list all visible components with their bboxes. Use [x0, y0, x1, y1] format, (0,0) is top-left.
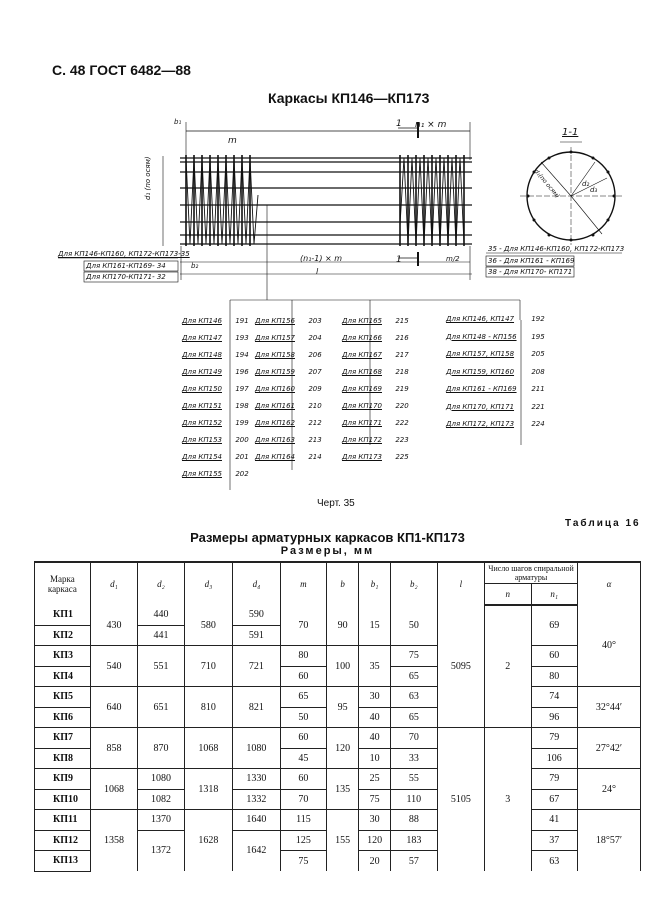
right-note-2: 36 - Для КП161 - КП169: [488, 257, 575, 265]
callout-label: Для КП172, КП173: [446, 420, 515, 428]
cell-n1: 79: [531, 769, 577, 790]
cell-b2: 33: [391, 748, 437, 769]
cell-alpha: 24°: [577, 769, 640, 810]
callout-value: 200: [235, 436, 249, 444]
cell-b2: 110: [391, 789, 437, 810]
cell-m: 65: [280, 687, 326, 708]
cell-n1: 37: [531, 830, 577, 851]
cell-d3: 710: [184, 646, 233, 687]
col-header-l: l: [437, 562, 484, 605]
cell-d4: 1332: [233, 789, 280, 810]
cell-alpha: 40°: [577, 605, 640, 687]
callout-value: 201: [235, 453, 249, 461]
table-title: Размеры арматурных каркасов КП1-КП173: [190, 530, 465, 545]
cell-b2: 50: [391, 605, 437, 646]
callout-label: Для КП155: [182, 470, 222, 478]
col-header-n: n: [485, 584, 531, 606]
callout-value: 203: [308, 317, 322, 325]
dim-d3: d₃: [590, 186, 598, 194]
cell-b2: 75: [391, 646, 437, 667]
cell-mark: КП11: [35, 810, 91, 831]
cell-d4: 1642: [233, 830, 280, 871]
cell-mark: КП5: [35, 687, 91, 708]
col-header-d3: d₃: [184, 562, 233, 605]
callout-label: Для КП147: [182, 334, 222, 342]
col-header-m: m: [280, 562, 326, 605]
callout-label: Для КП160: [255, 385, 295, 393]
cell-d3: 810: [184, 687, 233, 728]
cell-mark: КП1: [35, 605, 91, 625]
cell-d2: 441: [138, 625, 184, 646]
cell-b1: 15: [359, 605, 391, 646]
callout-value: 224: [531, 420, 545, 428]
callout-label: Для КП170: [342, 402, 382, 410]
cell-n: 2: [485, 605, 531, 728]
cell-d3: 580: [184, 605, 233, 646]
cell-b: 100: [327, 646, 359, 687]
callout-value: 193: [235, 334, 249, 342]
col-header-b: b: [327, 562, 359, 605]
callout-label: Для КП158: [255, 351, 295, 359]
cell-d2: 1372: [138, 830, 184, 871]
cell-d4: 721: [233, 646, 280, 687]
callout-label: Для КП146, КП147: [446, 315, 515, 323]
cell-l: 5105: [437, 728, 484, 872]
cell-m: 50: [280, 707, 326, 728]
cell-d1: 1068: [90, 769, 137, 810]
callout-label: Для КП157, КП158: [446, 350, 515, 358]
cell-m: 60: [280, 769, 326, 790]
table-subtitle: Размеры, мм: [280, 545, 375, 557]
callout-value: 196: [235, 368, 249, 376]
table-row: [35, 687, 641, 708]
callout-value: 195: [531, 332, 545, 341]
cell-d1: 640: [90, 687, 137, 728]
cell-n1: 106: [531, 748, 577, 769]
cell-d1: 1358: [90, 810, 137, 872]
callout-value: 220: [395, 402, 409, 410]
cell-d3: 1628: [184, 810, 233, 872]
col-header-b2: b₂: [391, 562, 437, 605]
col-header-alpha: α: [577, 562, 640, 605]
cell-n1: 96: [531, 707, 577, 728]
callout-value: 210: [308, 402, 322, 410]
cell-m: 60: [280, 728, 326, 749]
cell-b1: 25: [359, 769, 391, 790]
cell-mark: КП13: [35, 851, 91, 872]
cell-b1: 120: [359, 830, 391, 851]
callout-value: 191: [235, 317, 249, 325]
table-row: [35, 810, 641, 831]
cell-d2: 440: [138, 605, 184, 625]
callout-value: 225: [395, 453, 409, 461]
callout-label: Для КП166: [342, 334, 382, 342]
callout-value: 206: [308, 351, 322, 359]
drawing-title: Каркасы КП146—КП173: [268, 90, 430, 106]
cell-l: 5095: [437, 605, 484, 728]
cell-alpha: 27°42′: [577, 728, 640, 769]
callout-value: 208: [531, 367, 545, 376]
callout-label: Для КП146: [182, 317, 222, 325]
cell-b1: 35: [359, 646, 391, 687]
table-row: [35, 728, 641, 749]
cell-mark: КП10: [35, 789, 91, 810]
callout-value: 212: [308, 419, 322, 427]
callout-value: 219: [395, 385, 409, 393]
cell-m: 115: [280, 810, 326, 831]
cell-b: 90: [327, 605, 359, 646]
cell-m: 70: [280, 605, 326, 646]
callout-label: Для КП156: [255, 317, 295, 325]
callout-label: Для КП172: [342, 436, 382, 444]
callout-label: Для КП161: [255, 402, 295, 410]
callout-label: Для КП164: [255, 453, 295, 461]
callouts-col4: [446, 311, 552, 434]
cell-alpha: 18°57′: [577, 810, 640, 872]
cell-n1: 79: [531, 728, 577, 749]
right-note-3: 38 - Для КП170- КП171: [488, 268, 573, 276]
dimensions-table: [34, 561, 641, 872]
left-note-1: Для КП146-КП160, КП172-КП173-35: [58, 250, 190, 258]
callout-value: 223: [395, 436, 409, 444]
callout-value: 202: [235, 470, 249, 478]
cell-b2: 183: [391, 830, 437, 851]
callout-label: Для КП151: [182, 402, 222, 410]
dim-b1: b₁: [174, 118, 182, 126]
dim-l: l: [316, 267, 319, 276]
callout-value: 205: [531, 350, 545, 358]
callout-value: 207: [308, 368, 322, 376]
col-header-n1: n₁: [531, 584, 577, 606]
cell-d3: 1068: [184, 728, 233, 769]
dim-d1-circle: d₁(по осям): [532, 168, 561, 200]
cell-d2: 1370: [138, 810, 184, 831]
cell-mark: КП12: [35, 830, 91, 851]
cell-b: 95: [327, 687, 359, 728]
callout-value: 198: [235, 402, 249, 410]
callout-value: 222: [395, 419, 409, 427]
cell-b1: 75: [359, 789, 391, 810]
callout-value: 213: [308, 436, 322, 444]
cell-d2: 1080: [138, 769, 184, 790]
cell-b2: 65: [391, 707, 437, 728]
cell-b2: 55: [391, 769, 437, 790]
callout-label: Для КП148: [182, 351, 222, 359]
callout-label: Для КП149: [182, 368, 222, 376]
callout-label: Для КП167: [342, 351, 382, 359]
callout-value: 215: [395, 317, 409, 325]
cell-d1: 858: [90, 728, 137, 769]
dim-n1m: n₁ × m: [415, 120, 447, 130]
cell-m: 70: [280, 789, 326, 810]
callout-label: Для КП150: [182, 385, 222, 393]
callout-label: Для КП152: [182, 419, 222, 427]
callout-value: 197: [235, 385, 249, 393]
callout-label: Для КП163: [255, 436, 295, 444]
col-header-d2: d₂: [138, 562, 184, 605]
cell-mark: КП2: [35, 625, 91, 646]
cell-d1: 430: [90, 605, 137, 646]
callout-label: Для КП154: [182, 453, 222, 461]
cell-n1: 74: [531, 687, 577, 708]
cell-mark: КП9: [35, 769, 91, 790]
callout-label: Для КП159: [255, 368, 295, 376]
callout-label: Для КП148 - КП156: [446, 332, 517, 341]
cell-n: 3: [485, 728, 531, 872]
callout-value: 192: [531, 315, 545, 323]
dim-n1-1m: (n₁-1) × m: [300, 254, 343, 263]
cell-b1: 20: [359, 851, 391, 872]
callout-label: Для КП157: [255, 334, 295, 342]
dim-b2: b₂: [191, 262, 199, 270]
cell-mark: КП8: [35, 748, 91, 769]
callout-value: 199: [235, 419, 249, 427]
cell-n1: 41: [531, 810, 577, 831]
callout-value: 194: [235, 351, 249, 359]
cell-m: 125: [280, 830, 326, 851]
callout-label: Для КП159, КП160: [446, 367, 515, 376]
cell-b1: 10: [359, 748, 391, 769]
callout-label: Для КП153: [182, 436, 222, 444]
cell-d2: 651: [138, 687, 184, 728]
callout-value: 217: [395, 351, 409, 359]
cell-b: 135: [327, 769, 359, 810]
cell-alpha: 32°44′: [577, 687, 640, 728]
col-header-d1: d₁: [90, 562, 137, 605]
cell-n1: 80: [531, 666, 577, 687]
cell-d4: 1640: [233, 810, 280, 831]
col-header-steps: Число шагов спиральной арматуры: [485, 562, 578, 584]
cell-d4: 590: [233, 605, 280, 625]
cell-n1: 60: [531, 646, 577, 667]
cell-b1: 30: [359, 810, 391, 831]
cell-mark: КП6: [35, 707, 91, 728]
cell-d2: 551: [138, 646, 184, 687]
callout-label: Для КП168: [342, 368, 382, 376]
cell-d4: 1330: [233, 769, 280, 790]
callout-value: 221: [531, 402, 545, 411]
dim-m: m: [228, 136, 237, 146]
table-row: [35, 769, 641, 790]
figure-caption: Черт. 35: [317, 498, 355, 509]
col-header-b1: b₁: [359, 562, 391, 605]
callout-label: Для КП171: [342, 419, 382, 427]
table-row: [35, 605, 641, 625]
callouts-col2: [255, 313, 329, 466]
cell-d2: 1082: [138, 789, 184, 810]
dim-d1: d₁ (по осям): [144, 156, 152, 200]
cell-m: 45: [280, 748, 326, 769]
section-mark-top: 1: [396, 119, 402, 129]
cell-n1: 63: [531, 851, 577, 872]
cell-b2: 63: [391, 687, 437, 708]
callout-value: 211: [531, 385, 545, 393]
table-row: [35, 646, 641, 667]
dim-d2: d₂: [582, 180, 590, 188]
callout-label: Для КП165: [342, 317, 382, 325]
cell-d4: 591: [233, 625, 280, 646]
cell-m: 75: [280, 851, 326, 872]
page-header: С. 48 ГОСТ 6482—88: [52, 62, 191, 78]
section-mark-bottom: 1: [396, 255, 402, 265]
section-label: 1-1: [562, 127, 579, 138]
cell-d4: 1080: [233, 728, 280, 769]
cell-d1: 540: [90, 646, 137, 687]
callout-value: 209: [308, 385, 322, 393]
callout-label: Для КП162: [255, 419, 295, 427]
cell-b1: 30: [359, 687, 391, 708]
cell-b1: 40: [359, 707, 391, 728]
cell-mark: КП3: [35, 646, 91, 667]
callout-label: Для КП173: [342, 453, 382, 461]
cell-n1: 67: [531, 789, 577, 810]
cell-b1: 40: [359, 728, 391, 749]
cell-d2: 870: [138, 728, 184, 769]
cell-mark: КП7: [35, 728, 91, 749]
cell-b: 120: [327, 728, 359, 769]
cell-b2: 70: [391, 728, 437, 749]
cell-b2: 88: [391, 810, 437, 831]
callout-label: Для КП170, КП171: [446, 402, 515, 411]
callout-value: 204: [308, 334, 322, 342]
col-header-d4: d₄: [233, 562, 280, 605]
callout-label: Для КП169: [342, 385, 382, 393]
left-note-2: Для КП161-КП169- 34: [86, 262, 166, 270]
callouts-col3: [342, 313, 416, 466]
cell-b: 155: [327, 810, 359, 872]
cell-d3: 1318: [184, 769, 233, 810]
callout-label: Для КП161 - КП169: [446, 385, 517, 393]
cell-b2: 65: [391, 666, 437, 687]
callout-value: 214: [308, 453, 322, 461]
cell-n1: 69: [531, 605, 577, 646]
cell-b2: 57: [391, 851, 437, 872]
cell-mark: КП4: [35, 666, 91, 687]
col-header-mark: Марка каркаса: [35, 562, 91, 605]
left-note-3: Для КП170-КП171- 32: [86, 273, 166, 281]
dim-m-half: m/2: [446, 255, 460, 263]
cell-m: 80: [280, 646, 326, 667]
right-note-1: 35 - Для КП146-КП160, КП172-КП173: [488, 245, 625, 253]
callout-value: 216: [395, 334, 409, 342]
cell-d4: 821: [233, 687, 280, 728]
cell-m: 60: [280, 666, 326, 687]
callout-value: 218: [395, 368, 409, 376]
table-number: Таблица 16: [565, 518, 641, 529]
